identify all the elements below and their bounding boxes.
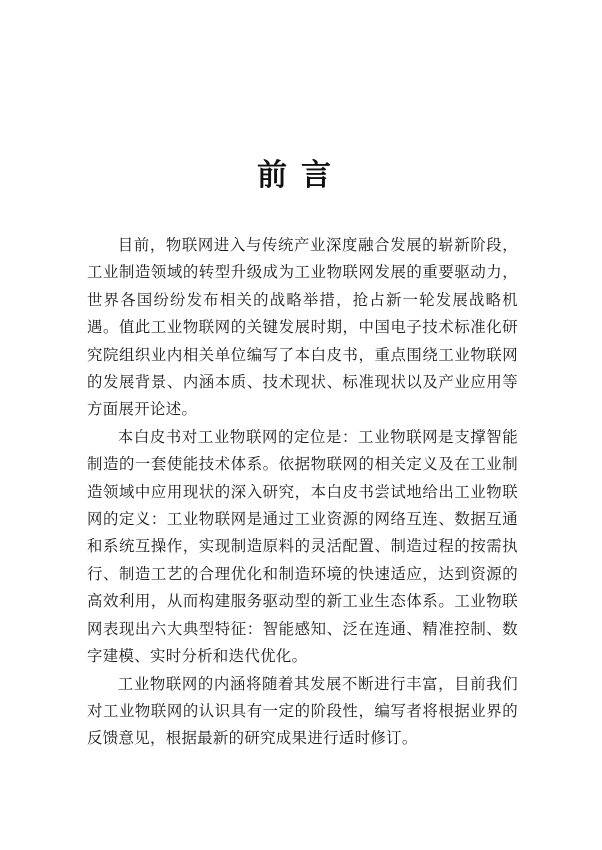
page-title: 前言: [257, 158, 345, 193]
paragraph-3: 工业物联网的内涵将随着其发展不断进行丰富，目前我们对工业物联网的认识具有一定的阶段性，编写者将根据业界的反馈意见，根据最新的研究成果进行适时修订。: [87, 674, 518, 748]
body-text: [87, 232, 518, 753]
paragraph-2: 本白皮书对工业物联网的定位是：工业物联网是支撑智能制造的一套使能技术体系。依据物联网的相关定义及在工业制造领域中应用现状的深入研究，本白皮书尝试地给出工业物联网的定义：工业物联网是通过工业资源的网络互连、数据互通和系统互操作，实现制造原料的灵活配置、制造过程的按需执行、制造工艺的合理优化和制造环境的快速适应，达到资源的高效利用，从而构建服务驱动型的新工业生态体系。工业物联网表现出六大典型特征：智能感知、泛在连通、精准控制、数字建模、实时分析和迭代优化。: [87, 427, 518, 666]
paragraph-1: 目前，物联网进入与传统产业深度融合发展的崭新阶段，工业制造领域的转型升级成为工业物联网发展的重要驱动力，世界各国纷纷发布相关的战略举措，抢占新一轮发展战略机遇。值此工业物联网的关键发展时期，中国电子技术标准化研究院组织业内相关单位编写了本白皮书，重点围绕工业物联网的发展背景、内涵本质、技术现状、标准现状以及产业应用等方面展开论述。: [87, 236, 518, 419]
